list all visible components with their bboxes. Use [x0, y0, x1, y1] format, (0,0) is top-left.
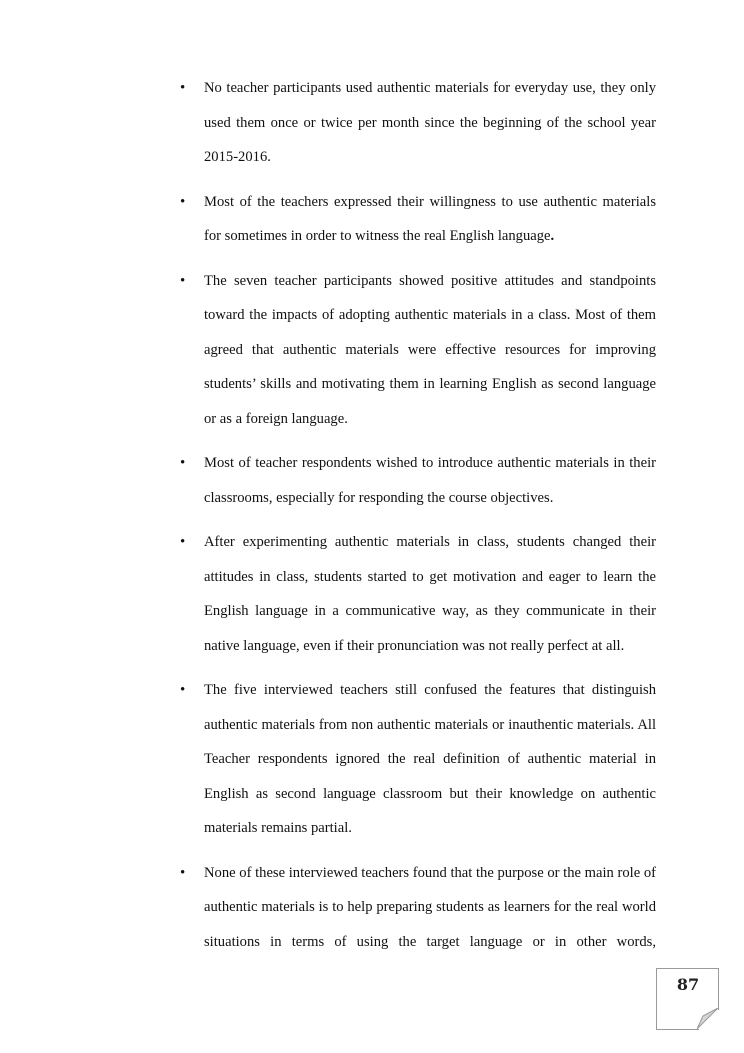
paragraph-text: None of these interviewed teachers found that the purpose or the main role of authentic materials is to help preparing students as learners for the real world situations in terms of using the target language or in other words,: [204, 864, 656, 950]
bullet-marker: •: [180, 455, 186, 471]
list-item: [180, 264, 656, 437]
paragraph-text: The seven teacher participants showed positive attitudes and standpoints toward the impacts of adopting authentic materials in a class. Most of them agreed that authentic materials were effective resources for improving students’ skills and motivating them in learning English as second language or as a foreign language.: [204, 272, 656, 427]
paragraph-text: The five interviewed teachers still confused the features that distinguish authentic materials from non authentic materials or inauthentic materials. All Teacher respondents ignored the real definition of authentic material in English as second language classroom but their knowledge on authentic materials remains partial.: [204, 682, 656, 836]
paragraph-text: After experimenting authentic materials in class, students changed their attitudes in class, students started to get motivation and eager to learn the English language in a communicative way, as they communicate in their native language, even if their pronunciation was not really perfect at all.: [204, 534, 656, 654]
paragraph-body: Most of the teachers expressed their willingness to use authentic materials for sometimes in order to witness the real English language: [204, 193, 656, 244]
paragraph-text: Most of teacher respondents wished to introduce authentic materials in their classrooms, especially for responding the course objectives.: [204, 455, 656, 506]
list-item: [180, 525, 656, 663]
list-item: [180, 71, 656, 175]
bullet-marker: •: [180, 864, 186, 881]
paragraph-text: No teacher participants used authentic materials for everyday use, they only used them once or twice per month since the beginning of the school year 2015-2016.: [204, 80, 656, 165]
page-box-bottom-edge: [657, 1029, 699, 1030]
list-item: [180, 856, 656, 960]
bold-period: .: [550, 228, 555, 244]
list-item: [180, 446, 656, 515]
list-item: [180, 185, 656, 254]
list-item: [180, 673, 656, 846]
page-number-box: [656, 968, 719, 1030]
bullet-list: [180, 71, 656, 969]
bullet-marker: •: [180, 272, 186, 289]
bullet-marker: •: [180, 534, 186, 550]
bullet-marker: •: [180, 80, 186, 96]
page-curl-icon: [697, 1008, 719, 1030]
paragraph-text: [204, 185, 656, 254]
bullet-marker: •: [180, 682, 186, 698]
page-number: 87: [676, 975, 700, 994]
bullet-marker: •: [180, 193, 186, 210]
